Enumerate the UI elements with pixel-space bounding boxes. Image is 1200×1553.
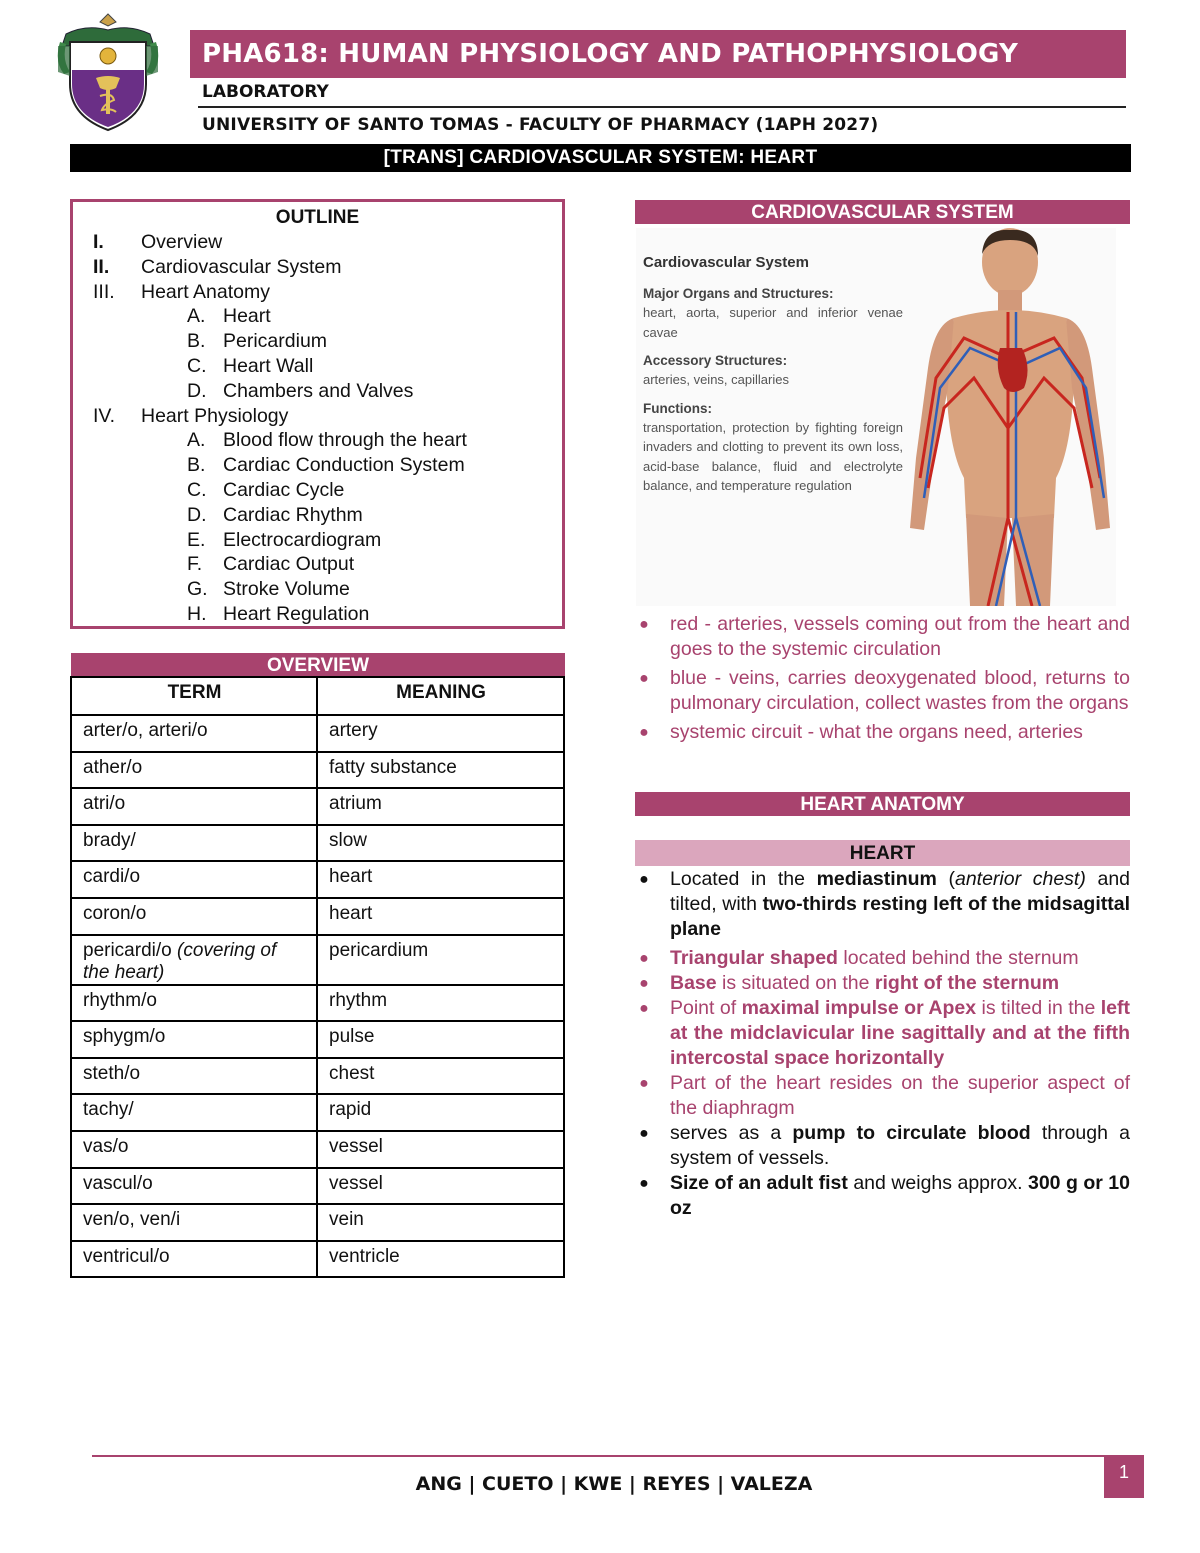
footer-divider: [92, 1455, 1116, 1457]
outline-text: Heart: [223, 305, 271, 328]
text-span: located behind the sternum: [837, 947, 1079, 969]
bullet-icon: ●: [639, 724, 649, 741]
outline-number: C.: [187, 478, 207, 501]
outline-title: OUTLINE: [275, 207, 360, 228]
text-span: Point of: [670, 997, 742, 1019]
list-item: [639, 867, 1131, 942]
outline-subitem: [73, 528, 562, 553]
outline-subitem: [73, 354, 562, 379]
text-span: through a system of vessels.: [670, 1122, 1130, 1169]
outline-subitem: [73, 552, 562, 577]
meaning-cell: pulse: [317, 1021, 564, 1058]
bullet-icon: ●: [639, 1125, 649, 1142]
bullet-icon: ●: [639, 1175, 649, 1192]
list-item: [639, 1171, 1131, 1221]
outline-subitem: [73, 329, 562, 354]
bullet-icon: ●: [639, 1075, 649, 1092]
outline-subitem: [73, 453, 562, 478]
heart-anatomy-heading: HEART ANATOMY: [635, 792, 1130, 816]
overview-heading: OVERVIEW: [71, 653, 565, 676]
meaning-cell: vessel: [317, 1168, 564, 1205]
figure-accessory-heading: Accessory Structures:: [643, 353, 788, 368]
outline-number: IV.: [93, 404, 116, 427]
table-row: [71, 898, 564, 935]
text-span: mediastinum: [816, 868, 937, 890]
course-subtitle: LABORATORY: [202, 82, 329, 102]
outline-text: Heart Anatomy: [141, 280, 270, 303]
table-row: [71, 788, 564, 825]
text-span: is tilted in the: [976, 997, 1101, 1019]
figure-major-heading: Major Organs and Structures:: [643, 286, 834, 301]
university-seal-logo: [56, 12, 160, 134]
outline-number: F.: [187, 553, 203, 576]
term-cell: steth/o: [71, 1058, 317, 1095]
bullet-icon: ●: [639, 670, 649, 687]
footer-authors: ANG | CUETO | KWE | REYES | VALEZA: [415, 1473, 813, 1495]
list-item-text: red - arteries, vessels coming out from the heart and goes to the systemic circulation: [670, 613, 1130, 660]
outline-number: D.: [187, 503, 207, 526]
text-span: two-thirds resting left of the midsagittal plane: [670, 893, 1130, 940]
outline-subitem: [73, 379, 562, 404]
term-cell: vascul/o: [71, 1168, 317, 1205]
outline-text: Electrocardiogram: [223, 528, 382, 551]
bullet-icon: ●: [639, 1000, 649, 1017]
term-cell: vas/o: [71, 1131, 317, 1168]
table-row: [71, 1094, 564, 1131]
outline-text: Heart Physiology: [141, 404, 289, 427]
outline-item: [73, 230, 562, 255]
table-row: [71, 752, 564, 789]
list-item: [639, 612, 1130, 662]
bullet-icon: ●: [639, 975, 649, 992]
table-row: [71, 935, 564, 985]
meaning-cell: vessel: [317, 1131, 564, 1168]
meaning-cell: fatty substance: [317, 752, 564, 789]
outline-number: B.: [187, 330, 206, 353]
meaning-cell: vein: [317, 1204, 564, 1241]
bullet-icon: ●: [639, 871, 649, 888]
term-cell: ather/o: [71, 752, 317, 789]
term-cell: atri/o: [71, 788, 317, 825]
text-span: is situated on the: [716, 972, 875, 994]
term-cell: rhythm/o: [71, 985, 317, 1022]
table-row: [71, 715, 564, 752]
outline-text: Pericardium: [223, 330, 328, 353]
figure-functions-heading: Functions:: [643, 400, 712, 416]
heart-facts-list: [639, 867, 1131, 1225]
header-divider: [198, 106, 1126, 108]
outline-text: Cardiac Cycle: [223, 478, 345, 501]
outline-text: Cardiovascular System: [141, 255, 342, 278]
meaning-cell: heart: [317, 898, 564, 935]
bullet-icon: ●: [639, 950, 649, 967]
text-span: Size of an adult fist: [670, 1172, 848, 1194]
table-row: [71, 861, 564, 898]
text-span: 300 g or 10 oz: [670, 1172, 1131, 1219]
meaning-cell: atrium: [317, 788, 564, 825]
table-row: [71, 825, 564, 862]
outline-text: Chambers and Valves: [223, 379, 414, 402]
meaning-cell: pericardium: [317, 935, 564, 985]
outline-number: E.: [187, 528, 206, 551]
figure-functions-text: transportation, protection by fighting foreign invaders and clotting to prevent its own loss, acid-base balance, fluid and electrolyte balance, and temperature regulation: [643, 419, 903, 493]
outline-box: [70, 199, 565, 629]
outline-text: Blood flow through the heart: [223, 429, 467, 452]
term-cell: ventricul/o: [71, 1241, 317, 1278]
text-span: serves as a: [670, 1122, 793, 1144]
term-note: (covering of the heart): [83, 939, 277, 983]
outline-text: Cardiac Conduction System: [223, 454, 465, 477]
text-span: left at the midclavicular line sagittally and at the fifth intercostal space horizontally: [670, 997, 1131, 1069]
list-item: [639, 720, 1130, 745]
outline-number: A.: [187, 429, 206, 452]
text-span: right of the sternum: [874, 972, 1060, 994]
outline-item: [73, 255, 562, 280]
bullet-icon: ●: [639, 616, 649, 633]
figure-accessory-text: arteries, veins, capillaries: [643, 372, 789, 387]
meaning-cell: slow: [317, 825, 564, 862]
outline-number: I.: [93, 231, 104, 253]
outline-subitem: [73, 602, 562, 627]
text-span: Part of the heart resides on the superior aspect of the diaphragm: [670, 1072, 1130, 1119]
meaning-cell: artery: [317, 715, 564, 752]
outline-item: [73, 280, 562, 305]
text-span: Base: [670, 972, 717, 994]
term-cell: coron/o: [71, 898, 317, 935]
cardiovascular-heading: CARDIOVASCULAR SYSTEM: [635, 200, 1130, 224]
cardiovascular-figure: [636, 228, 1116, 606]
list-item-text: blue - veins, carries deoxygenated blood, returns to pulmonary circulation, collect wastes from the organs: [670, 667, 1130, 714]
table-row: [71, 1021, 564, 1058]
outline-subitem: [73, 478, 562, 503]
outline-text: Overview: [141, 231, 223, 253]
column-header-term: TERM: [71, 677, 317, 715]
outline-item: [73, 404, 562, 429]
figure-title: Cardiovascular System: [643, 254, 809, 271]
list-item-text: systemic circuit - what the organs need, arteries: [670, 721, 1083, 743]
text-span: maximal impulse or Apex: [741, 997, 977, 1019]
list-item: [639, 996, 1131, 1071]
heart-subheading: HEART: [635, 840, 1130, 866]
text-span: anterior chest): [954, 868, 1086, 890]
outline-number: G.: [187, 578, 208, 601]
outline-subitem: [73, 428, 562, 453]
university-line: UNIVERSITY OF SANTO TOMAS - FACULTY OF PHARMACY (1APH 2027): [202, 115, 879, 135]
term-cell: cardi/o: [71, 861, 317, 898]
column-header-meaning: MEANING: [317, 677, 564, 715]
table-row: [71, 1204, 564, 1241]
outline-number: H.: [187, 602, 207, 625]
list-item: [639, 1071, 1130, 1121]
outline-number: C.: [187, 354, 207, 377]
text-span: and tilted, with: [670, 868, 1131, 915]
trans-title-bar: [TRANS] CARDIOVASCULAR SYSTEM: HEART: [70, 144, 1131, 172]
term-cell: sphygm/o: [71, 1021, 317, 1058]
terms-table: [70, 676, 565, 1278]
term-cell: tachy/: [71, 1094, 317, 1131]
list-item: [639, 946, 1130, 971]
outline-number: D.: [187, 379, 207, 402]
term-cell: brady/: [71, 825, 317, 862]
course-title-bar: PHA618: HUMAN PHYSIOLOGY AND PATHOPHYSIOLOGY: [190, 30, 1126, 78]
table-row: [71, 1168, 564, 1205]
table-header-row: [71, 677, 564, 715]
outline-text: Cardiac Rhythm: [223, 503, 363, 526]
meaning-cell: heart: [317, 861, 564, 898]
figure-major-text: heart, aorta, superior and inferior venae cavae: [643, 305, 903, 340]
list-item: [639, 971, 1130, 996]
outline-subitem: [73, 304, 562, 329]
meaning-cell: ventricle: [317, 1241, 564, 1278]
table-row: [71, 1131, 564, 1168]
list-item: [639, 666, 1130, 716]
outline-text: Heart Regulation: [223, 602, 370, 625]
table-row: [71, 985, 564, 1022]
list-item: [639, 1121, 1130, 1171]
outline-text: Stroke Volume: [223, 578, 350, 601]
text-span: Triangular shaped: [670, 947, 838, 969]
text-span: and weighs approx.: [847, 1172, 1028, 1194]
term-cell: arter/o, arteri/o: [71, 715, 317, 752]
term-cell: [71, 935, 317, 985]
outline-subitem: [73, 577, 562, 602]
human-body-vessels-illustration: [904, 228, 1116, 606]
meaning-cell: rhythm: [317, 985, 564, 1022]
term-cell: ven/o, ven/i: [71, 1204, 317, 1241]
outline-number: A.: [187, 305, 206, 328]
outline-number: II.: [93, 255, 110, 278]
outline-number: B.: [187, 454, 206, 477]
vessel-color-list: [639, 612, 1130, 745]
term-text: pericardi/o: [83, 939, 172, 961]
page-number: 1: [1104, 1455, 1144, 1498]
outline-number: III.: [93, 280, 115, 303]
outline-text: Cardiac Output: [223, 553, 355, 576]
table-row: [71, 1241, 564, 1278]
text-span: pump to circulate blood: [792, 1122, 1031, 1144]
table-row: [71, 1058, 564, 1095]
meaning-cell: rapid: [317, 1094, 564, 1131]
figure-caption: [643, 254, 903, 506]
text-span: (: [936, 868, 955, 890]
outline-subitem: [73, 503, 562, 528]
meaning-cell: chest: [317, 1058, 564, 1095]
outline-text: Heart Wall: [223, 354, 314, 377]
text-span: Located in the: [670, 868, 817, 890]
